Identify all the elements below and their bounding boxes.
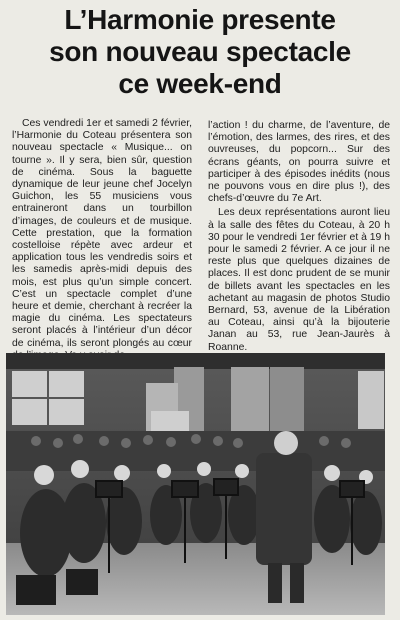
article-column-left bbox=[12, 118, 192, 364]
headline-line-3: ce week-end bbox=[118, 68, 282, 99]
band-photo bbox=[6, 353, 385, 615]
article-paragraph: l’action ! du charme, de l’aventure, de l’émotion, des larmes, des rires, et des ouvreuses, du popcorn... Sur des écrans géants, on pourra suivre et participer à des épisodes inédits (nous ne pouvons vous en dire plus !), des chefs-d’œuvre du 7e Art. bbox=[208, 120, 390, 205]
headline-line-1: L’Harmonie presente bbox=[64, 4, 336, 35]
article-paragraph: Les deux représentations auront lieu à la salle des fêtes du Coteau, à 20 h 30 pour le vendredi 1er février et à 19 h pour le samedi 2 février. A ce jour il ne reste plus que quelques dizaines de places. Il est donc prudent de se munir de billets avant les spectacles en les achetant au magasin de photos Studio Bernard, 53, avenue de la Libération au Coteau, ainsi qu’à la bijouterie Janan au 53, rue Jean-Jaurès à Roanne. bbox=[208, 207, 390, 353]
article-body bbox=[12, 118, 392, 353]
article-headline bbox=[6, 4, 394, 100]
article-paragraph: Ces vendredi 1er et samedi 2 février, l’Harmonie du Coteau présentera son nouveau spectacle « Musique... on tourne ». Il y sera, bien sûr, question de cinéma. Sous la baguette dynamique de leur jeune chef Jocelyn Guichon, les 55 musiciens vous entraineront dans un tourbillon d’images, de couleurs et de musique. Cette prestation, que la formation costelloise répète avec ardeur et application tous les vendredis soirs et les samedis après-midi depuis des mois, est plus qu’un simple concert. C’est un spectacle complet d’une heure et demie, cherchant à recréer la magie du cinéma. Les spectateurs seront placés à l’intérieur d’un décor de cinéma, ils seront plongés au cœur bbox=[12, 118, 192, 349]
article-column-right bbox=[208, 120, 390, 356]
headline-line-2: son nouveau spectacle bbox=[49, 36, 351, 67]
band-rehearsal-photo-icon bbox=[6, 353, 385, 615]
